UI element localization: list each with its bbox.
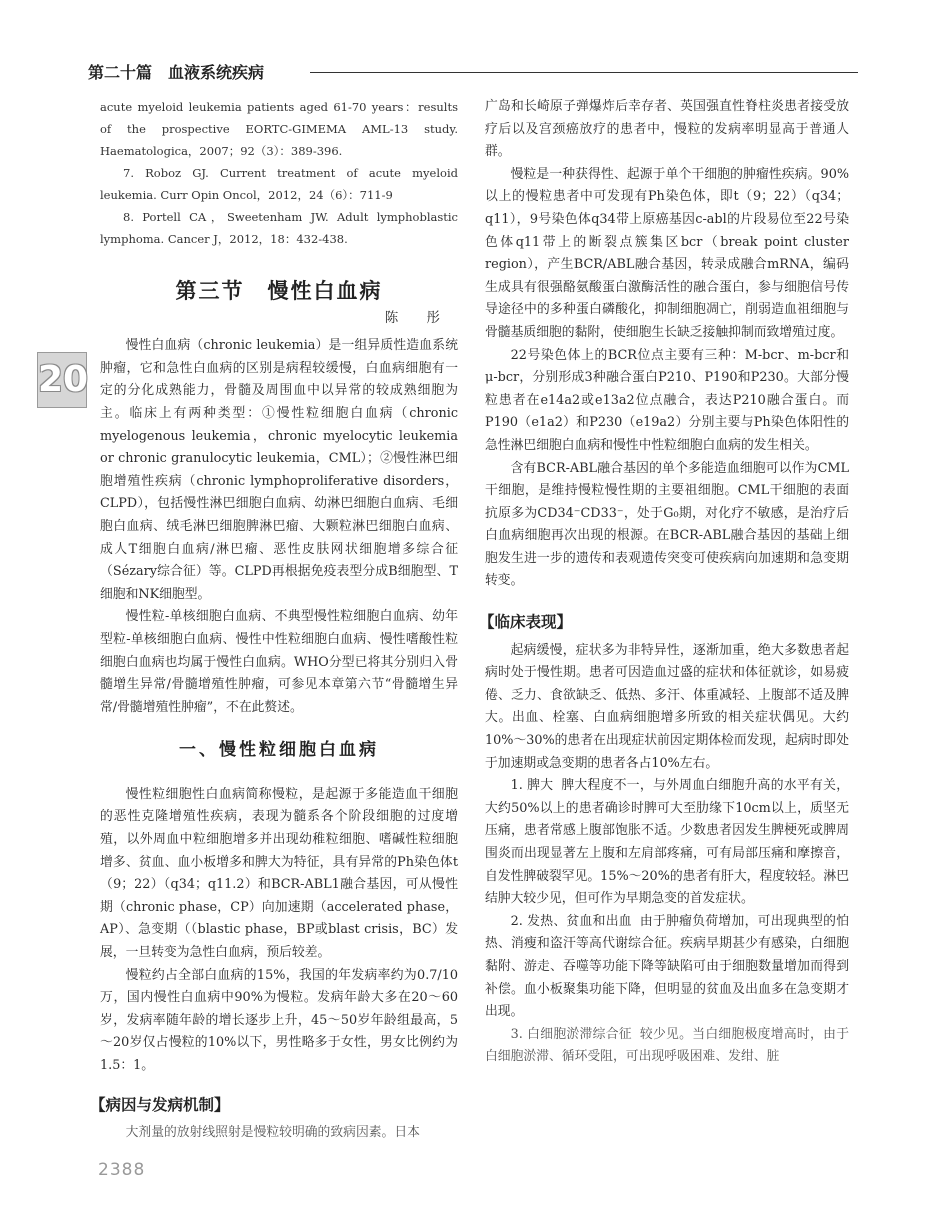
list-item: [485, 911, 849, 1024]
item-label: 3. 白细胞淤滞综合征: [510, 1026, 632, 1042]
list-item: [485, 1024, 849, 1069]
reference-6-continued: acute myeloid leukemia patients aged 61-70 years：results of the prospective EORTC-GIMEMA AML-13 study. Haematologica，2007；92（3）：389-396.: [100, 100, 458, 158]
page-number: 2388: [98, 1160, 146, 1180]
right-column: [479, 96, 850, 1069]
item-text: 较少见。当白细胞极度增高时，由于白细胞淤滞、循环受阻，可出现呼吸困难、发绀、脏: [485, 1026, 850, 1065]
section-title: 第三节 慢性白血病: [175, 279, 383, 303]
header-rule: [310, 72, 858, 73]
section-author: 陈 彤: [384, 309, 452, 326]
item-text: 由于肿瘤负荷增加，可出现典型的怕热、消瘦和盗汗等高代谢综合征。疾病早期甚少有感染，白细胞黏附、游走、吞噬等功能下降等缺陷可由于细胞数量增加而得到补偿。血小板聚集功能下降，但明显的贫血及出血多在急变期才出现。: [485, 913, 850, 1020]
reference-7: 7. Roboz GJ. Current treatment of acute myeloid leukemia. Curr Opin Oncol，2012，24（6）：711-9: [100, 166, 458, 202]
paragraph: 起病缓慢，症状多为非特异性，逐渐加重，绝大多数患者起病时处于慢性期。患者可因造血过盛的症状和体征就诊，如易疲倦、乏力、食欲缺乏、低热、多汗、体重减轻、上腹部不适及脾大。出血、栓塞、白血病细胞增多所致的相关症状偶见。大约10%～30%的患者在出现症状前因定期体检而发现，起病时即处于加速期或急变期的患者各占10%左右。: [485, 642, 850, 771]
paragraph: 慢性粒-单核细胞白血病、不典型慢性粒细胞白血病、幼年型粒-单核细胞白血病、慢性中性粒细胞白血病、慢性嗜酸性粒细胞白血病也均属于慢性白血病。WHO分型已将其分别归入骨髓增生异常/骨髓增殖性肿瘤，可参见本章第六节“骨髓增生异常/骨髓增殖性肿瘤”，不在此赘述。: [100, 609, 458, 715]
paragraph: 慢粒是一种获得性、起源于单个干细胞的肿瘤性疾病。90%以上的慢粒患者中可发现有Ph染色体，即t（9；22）（q34；q11），9号染色体q34带上原癌基因c-abl的片段易位至22号染色体q11带上的断裂点簇集区bcr（break point cluster region），产生BCR/ABL融合基因，转录成融合mRNA，编码生成具有很强酪氨酸蛋白激酶活性的融合蛋白，参与细胞信号传导途径中的多种蛋白磷酸化，抑制细胞凋亡，削弱造血祖细胞与骨髓基质细胞的黏附，使细胞生长缺乏接触抑制而致增殖过度。: [485, 166, 849, 340]
item-label: 2. 发热、贫血和出血: [510, 913, 632, 929]
paragraph: 含有BCR-ABL融合基因的单个多能造血细胞可以作为CML干细胞，是维持慢粒慢性期的主要祖细胞。CML干细胞的表面抗原多为CD34⁻CD33⁻，处于G₀期，对化疗不敏感，是治疗后白血病细胞再次出现的根源。在BCR-ABL融合基因的基础上细胞发生进一步的遗传和表观遗传突变可使疾病向加速期和急变期转变。: [485, 460, 849, 589]
item-label: 1. 脾大: [510, 778, 554, 794]
left-column: [90, 96, 458, 1145]
heading-clinical: 【临床表现】: [479, 613, 573, 632]
paragraph: 慢性白血病（chronic leukemia）是一组异质性造血系统肿瘤，它和急性白血病的区别是病程较缓慢，白血病细胞有一定的分化成熟能力，骨髓及周围血中以异常的较成熟细胞为主。临床上有两种类型：①慢性粒细胞白血病（chronic myelogenous leukemia，chronic myelocytic leukemia or chronic granulocytic leukemia，CML）；②慢性淋巴细胞增殖性疾病（chronic lymphoproliferative disorders，CLPD），包括慢性淋巴细胞白血病、幼淋巴细胞白血病、毛细胞白血病、绒毛淋巴细胞脾淋巴瘤、大颗粒淋巴细胞白血病、成人T细胞白血病/淋巴瘤、恶性皮肤网状细胞增多综合征（Sézary综合征）等。CLPD再根据免疫表型分成B细胞型、T细胞和NK细胞型。: [100, 338, 458, 602]
paragraph: 慢性粒细胞性白血病简称慢粒，是起源于多能造血干细胞的恶性克隆增殖性疾病，表现为髓系各个阶段细胞的过度增殖，以外周血中粒细胞增多并出现幼稚粒细胞、嗜碱性粒细胞增多、贫血、血小板增多和脾大为特征，具有异常的Ph染色体t（9；22）（q34；q11.2）和BCR-ABL1融合基因，可从慢性期（chronic phase，CP）向加速期（accelerated phase，AP）、急变期（（blastic phase，BP或blast crisis，BC）发展，一旦转变为急性白血病，预后较差。: [100, 786, 458, 961]
paragraph: 22号染色体上的BCR位点主要有三种：M-bcr、m-bcr和μ-bcr，分别形成3种融合蛋白P210、P190和P230。大部分慢粒患者在e14a2或e13a2位点融合，表达P210融合蛋白。而P190（e1a2）和P230（e19a2）分别主要与Ph染色体阳性的急性淋巴细胞白血病和慢性中性粒细胞白血病的发生相关。: [485, 347, 849, 453]
paragraph: 慢粒约占全部白血病的15%，我国的年发病率约为0.7/10万，国内慢性白血病中90%为慢粒。发病年龄大多在20～60岁，发病率随年龄的增长逐步上升，45～50岁年龄组最高，5～20岁仅占慢粒的10%以下，男性略多于女性，男女比例约为1.5：1。: [100, 967, 458, 1073]
heading-etiology: 【病因与发病机制】: [90, 1095, 230, 1114]
chapter-badge: 20: [37, 352, 87, 408]
list-item: [485, 775, 849, 911]
running-header: [88, 60, 858, 86]
reference-8: 8. Portell CA，Sweetenham JW. Adult lymphoblastic lymphoma. Cancer J，2012，18：432-438.: [100, 210, 458, 246]
subsection-title: 一、慢性粒细胞白血病: [179, 740, 379, 761]
header-title: 第二十篇 血液系统疾病: [88, 63, 265, 82]
paragraph: 广岛和长崎原子弹爆炸后幸存者、英国强直性脊柱炎患者接受放疗后以及宫颈癌放疗的患者中，慢粒的发病率明显高于普通人群。: [485, 99, 849, 160]
paragraph: 大剂量的放射线照射是慢粒较明确的致病因素。日本: [125, 1125, 420, 1141]
item-text: 脾大程度不一，与外周血白细胞升高的水平有关，大约50%以上的患者确诊时脾可大至肋缘下10cm以上，质坚无压痛，患者常感上腹部饱胀不适。少数患者因发生脾梗死或脾周围炎而出现显著左上腹和左肩部疼痛，可有局部压痛和摩擦音，自发性脾破裂罕见。15%～20%的患者有肝大，程度较轻。淋巴结肿大较少见，但可作为早期急变的首发症状。: [485, 778, 850, 907]
